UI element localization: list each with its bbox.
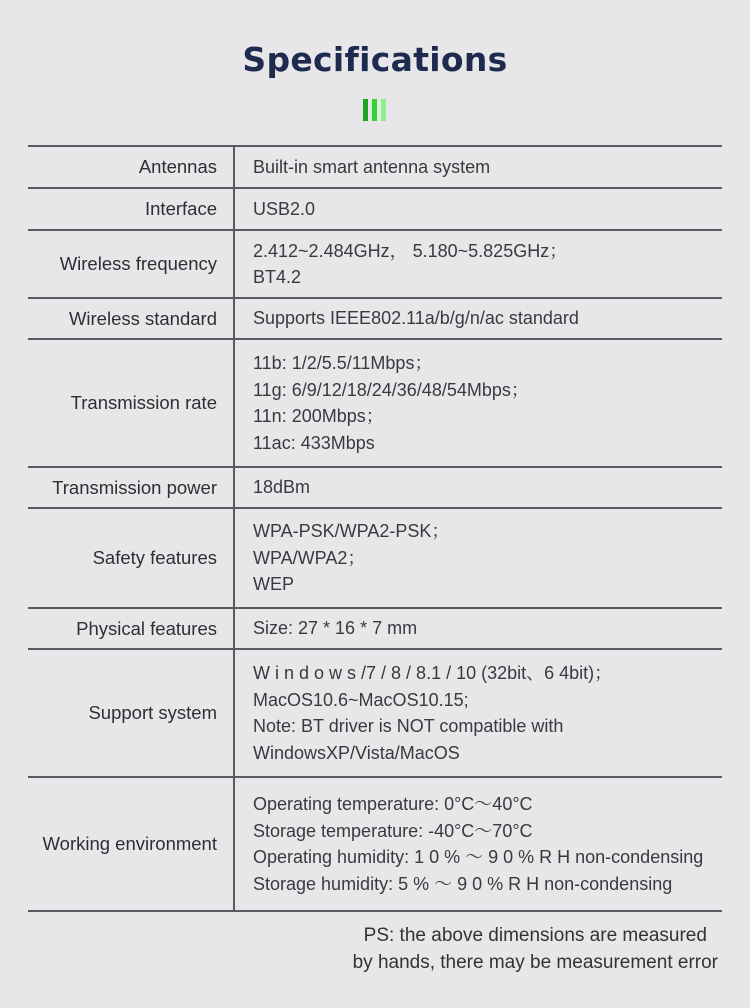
spec-value [235,650,722,776]
spec-label: Interface [28,189,235,229]
spec-value [235,299,722,338]
spec-value-line: Operating temperature: 0°C～40°C [253,794,533,814]
spec-value-line: Operating humidity: 1 0 % ～ 9 0 % R H non-condensing [253,847,704,867]
spec-row [28,507,722,607]
footnote-line-1: PS: the above dimensions are measured [363,925,707,946]
title-accent-bars-icon [363,99,387,121]
spec-label: Antennas [28,147,235,187]
footnote-line-2: by hands, there may be measurement error [352,952,718,973]
spec-value-line: USB2.0 [253,198,316,219]
specifications-table [28,145,722,912]
spec-label: Safety features [28,509,235,607]
spec-value-line: WPA/WPA2； [253,547,366,568]
spec-value-line: WEP [253,574,295,595]
spec-value [235,340,722,466]
spec-value-line: 11g: 6/9/12/18/24/36/48/54Mbps； [253,379,529,400]
accent-bar [372,99,377,121]
spec-value-line: 2.412~2.484GHz， 5.180~5.825GHz； [253,240,568,261]
spec-value-line: Size: 27 * 16 * 7 mm [253,618,418,639]
spec-value-line: Storage temperature: -40°C～70°C [253,820,533,841]
spec-value [235,609,722,648]
spec-row [28,297,722,338]
spec-row [28,187,722,229]
spec-row [28,776,722,912]
spec-row [28,145,722,187]
spec-row [28,229,722,297]
spec-label: Transmission power [28,468,235,507]
spec-value-line: MacOS10.6~MacOS10.15; [253,689,469,710]
spec-label: Transmission rate [28,340,235,466]
spec-value-line: 11b: 1/2/5.5/11Mbps； [253,353,433,373]
spec-value-line: W i n d o w s /7 / 8 / 8.1 / 10 (32bit、6 4bit)； [253,663,613,683]
spec-value-line: WindowsXP/Vista/MacOS [253,742,460,763]
spec-value-line: Note: BT driver is NOT compatible with [253,716,564,736]
spec-label: Physical features [28,609,235,648]
spec-value-line: Built-in smart antenna system [253,156,491,177]
spec-value-line: WPA-PSK/WPA2-PSK； [253,521,450,542]
spec-value-line: 11n: 200Mbps； [253,406,384,426]
spec-value-line: Storage humidity: 5 % ～ 9 0 % R H non-condensing [253,873,673,894]
spec-value [235,778,722,910]
spec-value [235,147,722,187]
spec-value-line: 18dBm [253,477,311,498]
page-title: Specifications [242,40,508,79]
spec-row [28,648,722,776]
spec-row [28,338,722,466]
footnote [353,922,718,976]
spec-value [235,468,722,507]
spec-row [28,466,722,507]
spec-value-line: BT4.2 [253,267,302,287]
spec-row [28,607,722,648]
spec-label: Wireless standard [28,299,235,338]
spec-value [235,509,722,607]
spec-label: Wireless frequency [28,231,235,297]
spec-label: Support system [28,650,235,776]
accent-bar [381,99,386,121]
spec-label: Working environment [28,778,235,910]
spec-value-line: 11ac: 433Mbps [253,432,375,453]
spec-value-line: Supports IEEE802.11a/b/g/n/ac standard [253,308,579,329]
accent-bar [363,99,368,121]
spec-value [235,231,722,297]
spec-value [235,189,722,229]
